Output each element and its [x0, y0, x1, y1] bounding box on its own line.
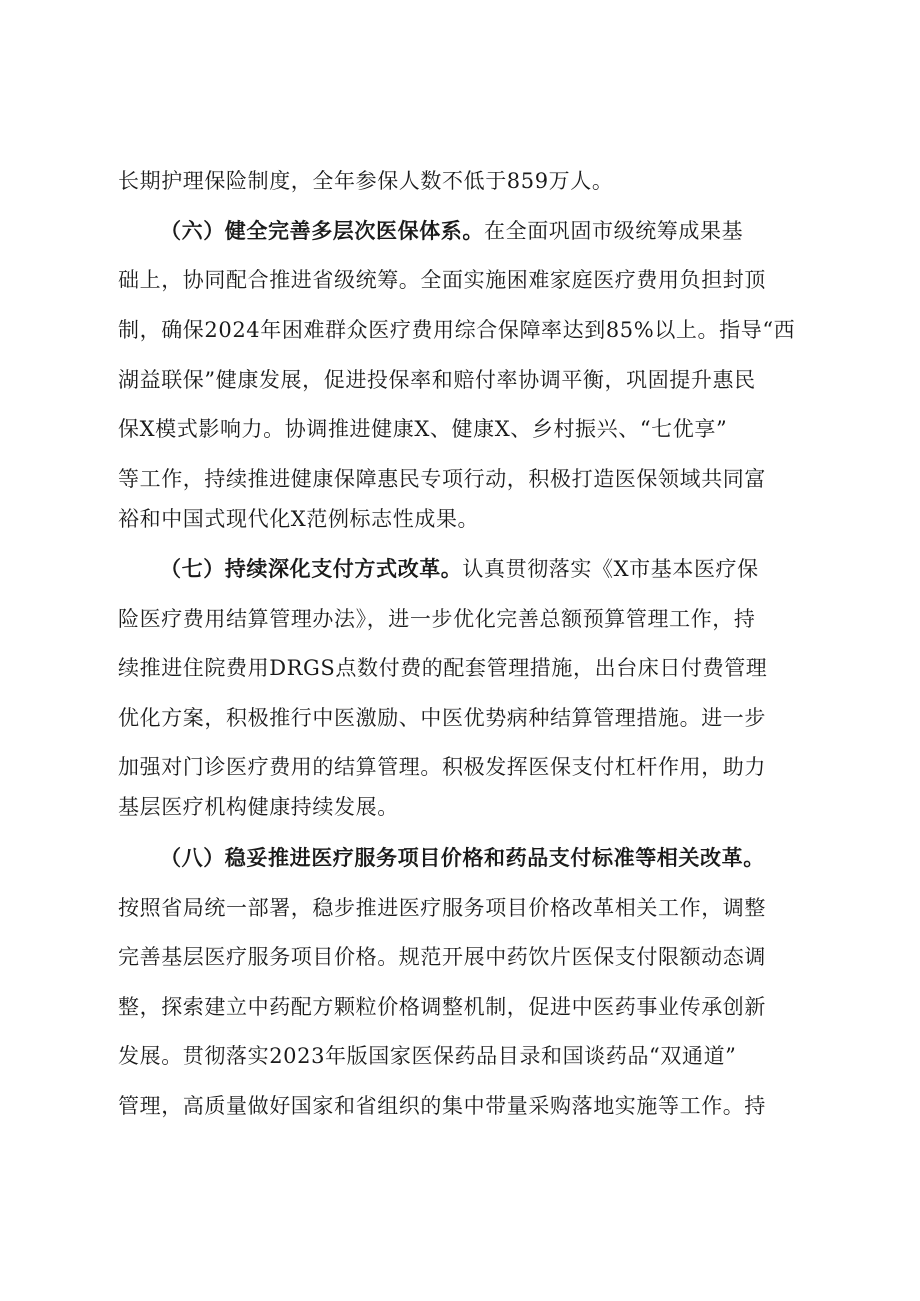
paragraph-line	[118, 942, 818, 972]
paragraph-line	[118, 315, 818, 345]
body-text: 优化方案，积极推行中医激励、中医优势病种结算管理措施。进一步	[118, 706, 766, 730]
body-text: 保X模式影响力。协调推进健康X、健康X、乡村振兴、“七优享”	[118, 417, 728, 441]
paragraph-line	[118, 166, 818, 196]
body-text: 整，探索建立中药配方颗粒价格调整机制，促进中医药事业传承创新	[118, 995, 766, 1019]
section-heading: （六）健全完善多层次医保体系。	[160, 218, 484, 243]
paragraph-line	[160, 843, 820, 873]
body-text: 险医疗费用结算管理办法》，进一步优化完善总额预算管理工作，持	[118, 607, 756, 631]
body-text: 续推进住院费用DRGS点数付费的配套管理措施，出台床日付费管理	[118, 656, 768, 680]
paragraph-line	[118, 365, 818, 395]
body-text: 基层医疗机构健康持续发展。	[118, 795, 399, 819]
paragraph-line	[160, 216, 820, 246]
paragraph-line	[118, 703, 818, 733]
body-text: 长期护理保险制度，全年参保人数不低于859万人。	[118, 169, 614, 193]
body-text: 按照省局统一部署，稳步推进医疗服务项目价格改革相关工作，调整	[118, 896, 766, 920]
paragraph-line	[118, 464, 818, 494]
paragraph-line	[118, 504, 818, 534]
paragraph-line	[118, 604, 818, 634]
body-text: 认真贯彻落实《X市基本医疗保	[462, 557, 759, 581]
paragraph-line	[118, 653, 818, 683]
body-text: 在全面巩固市级统筹成果基	[484, 219, 744, 243]
section-heading: （七）持续深化支付方式改革。	[160, 556, 463, 581]
body-text: 裕和中国式现代化X范例标志性成果。	[118, 507, 480, 531]
section-heading: （八）稳妥推进医疗服务项目价格和药品支付标准等相关改革。	[160, 845, 765, 870]
paragraph-line	[160, 554, 820, 584]
body-text: 等工作，持续推进健康保障惠民专项行动，积极打造医保领域共同富	[118, 467, 766, 491]
paragraph-line	[118, 1091, 818, 1121]
body-text: 加强对门诊医疗费用的结算管理。积极发挥医保支付杠杆作用，助力	[118, 755, 766, 779]
body-text: 发展。贯彻落实2023年版国家医保药品目录和国谈药品“双通道”	[118, 1044, 737, 1068]
paragraph-line	[118, 1041, 818, 1071]
body-text: 础上，协同配合推进省级统筹。全面实施困难家庭医疗费用负担封顶	[118, 268, 766, 292]
paragraph-line	[118, 414, 818, 444]
body-text: 制，确保2024年困难群众医疗费用综合保障率达到85%以上。指导“西	[118, 318, 796, 342]
paragraph-line	[118, 265, 818, 295]
paragraph-line	[118, 893, 818, 923]
body-text: 完善基层医疗服务项目价格。规范开展中药饮片医保支付限额动态调	[118, 945, 766, 969]
body-text: 湖益联保”健康发展，促进投保率和赔付率协调平衡，巩固提升惠民	[118, 368, 756, 392]
body-text: 管理，高质量做好国家和省组织的集中带量采购落地实施等工作。持	[118, 1094, 766, 1118]
paragraph-line	[118, 992, 818, 1022]
paragraph-line	[118, 752, 818, 782]
paragraph-line	[118, 792, 818, 822]
